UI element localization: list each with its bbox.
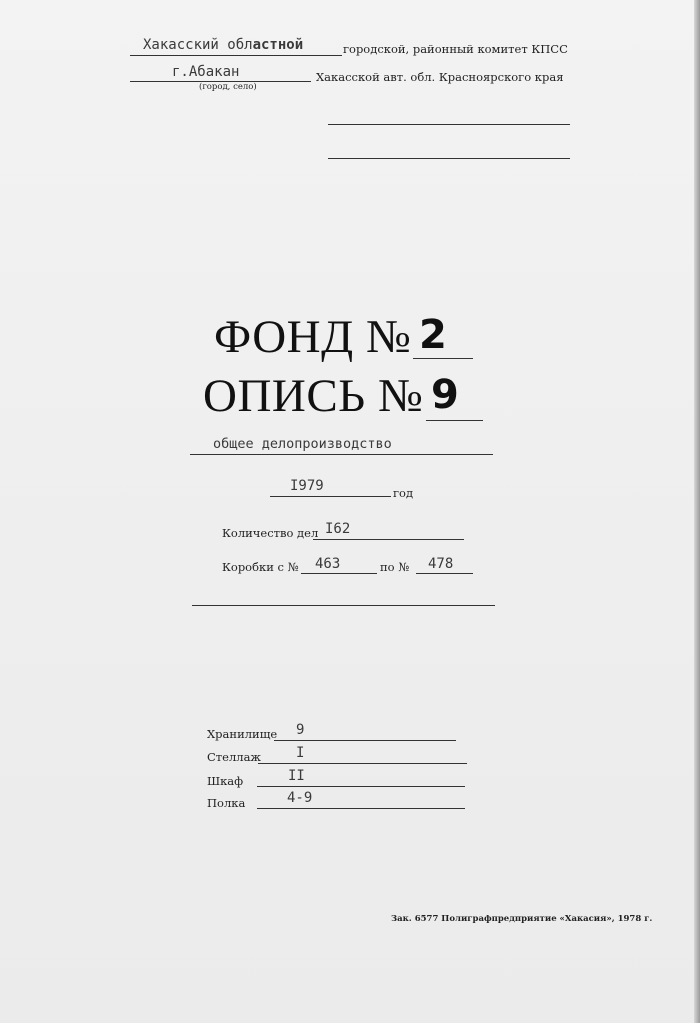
boxes-to-label: по №	[380, 560, 410, 574]
boxes-to-value: 478	[428, 556, 454, 572]
shelf-value: 4-9	[287, 790, 313, 806]
fond-underline	[413, 358, 473, 359]
count-label: Количество дел	[222, 526, 319, 540]
region-label: Хакасской авт. обл. Красноярского края	[316, 70, 564, 84]
fond-number: 2	[419, 312, 447, 358]
region-typed-part2: астной	[252, 37, 304, 53]
opis-number: 9	[431, 372, 459, 418]
year-value: I979	[290, 478, 324, 494]
boxes-from-label: Коробки с №	[222, 560, 299, 574]
opis-label: ОПИСЬ №	[203, 370, 424, 422]
boxes-from-underline	[301, 573, 377, 574]
cabinet-value: II	[288, 768, 305, 784]
count-value: I62	[325, 521, 351, 537]
printer-footer: Зак. 6577 Полиграфпредприятие «Хакасия», 1978 г.	[391, 914, 653, 924]
fond-label: ФОНД №	[214, 311, 412, 363]
blank-line-2	[328, 158, 570, 159]
cabinet-label: Шкаф	[207, 774, 244, 788]
subtitle-underline	[190, 454, 493, 455]
city-typed: г.Абакан	[172, 64, 240, 80]
rack-value: I	[296, 745, 305, 761]
year-underline	[270, 496, 391, 497]
page-edge-shadow	[694, 0, 700, 1023]
rack-label: Стеллаж	[207, 750, 262, 764]
storage-value: 9	[296, 722, 305, 738]
boxes-to-underline	[416, 573, 473, 574]
shelf-underline	[257, 808, 465, 809]
cabinet-underline	[257, 786, 465, 787]
rack-underline	[258, 763, 467, 764]
count-underline	[313, 539, 464, 540]
blank-line-1	[328, 124, 570, 125]
boxes-from-value: 463	[315, 556, 341, 572]
region-typed-part1: Хакасский обл	[143, 37, 253, 53]
region-typed	[143, 37, 303, 53]
year-suffix: год	[393, 486, 414, 500]
separator-line	[192, 605, 495, 606]
storage-label: Хранилище	[207, 727, 278, 741]
storage-underline	[274, 740, 456, 741]
region-underline	[130, 55, 342, 56]
committee-label: городской, районный комитет КПСС	[343, 42, 568, 56]
subtitle: общее делопроизводство	[213, 436, 392, 452]
shelf-label: Полка	[207, 796, 246, 810]
opis-underline	[426, 420, 483, 421]
city-caption: (город, село)	[199, 82, 257, 92]
